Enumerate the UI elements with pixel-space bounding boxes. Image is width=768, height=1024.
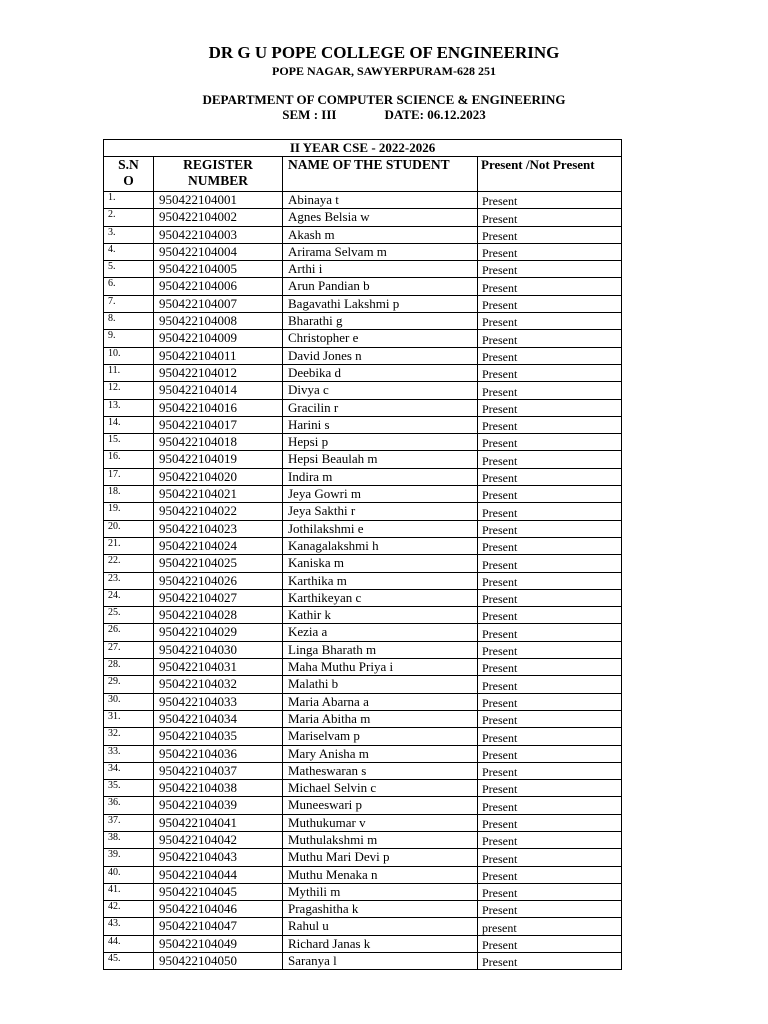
student-name-cell: Mariselvam p — [283, 728, 478, 745]
attendance-status-cell: Present — [478, 745, 622, 762]
student-name-cell: Kathir k — [283, 607, 478, 624]
attendance-status-cell: Present — [478, 676, 622, 693]
register-number-cell: 950422104014 — [154, 382, 283, 399]
attendance-status-cell: Present — [478, 883, 622, 900]
register-number-cell: 950422104019 — [154, 451, 283, 468]
table-row — [104, 451, 622, 468]
serial-number-cell: 25. — [104, 607, 154, 624]
attendance-status-cell: Present — [478, 641, 622, 658]
register-number-cell: 950422104007 — [154, 295, 283, 312]
table-row — [104, 416, 622, 433]
college-name: DR G U POPE COLLEGE OF ENGINEERING — [208, 43, 560, 62]
attendance-status-cell: Present — [478, 572, 622, 589]
attendance-status-cell: Present — [478, 226, 622, 243]
serial-number-cell: 16. — [104, 451, 154, 468]
serial-number-cell: 38. — [104, 831, 154, 848]
register-number-cell: 950422104001 — [154, 192, 283, 209]
register-number-cell: 950422104011 — [154, 347, 283, 364]
student-name-cell: Divya c — [283, 382, 478, 399]
column-header-row — [104, 157, 622, 192]
student-name-cell: Pragashitha k — [283, 901, 478, 918]
student-name-cell: Malathi b — [283, 676, 478, 693]
register-number-cell: 950422104026 — [154, 572, 283, 589]
student-name-cell: Harini s — [283, 416, 478, 433]
table-row — [104, 676, 622, 693]
table-row — [104, 918, 622, 935]
serial-number-cell: 34. — [104, 762, 154, 779]
register-number-cell: 950422104022 — [154, 503, 283, 520]
register-number-cell: 950422104027 — [154, 589, 283, 606]
serial-number-cell: 35. — [104, 780, 154, 797]
serial-number-cell: 23. — [104, 572, 154, 589]
table-row — [104, 330, 622, 347]
serial-number-cell: 13. — [104, 399, 154, 416]
table-row — [104, 486, 622, 503]
register-number-cell: 950422104042 — [154, 831, 283, 848]
sem-date-line — [0, 107, 768, 123]
attendance-status-cell: Present — [478, 347, 622, 364]
register-number-cell: 950422104046 — [154, 901, 283, 918]
table-body — [104, 192, 622, 970]
table-title: II YEAR CSE - 2022-2026 — [104, 140, 622, 157]
serial-number-cell: 8. — [104, 313, 154, 330]
serial-number-cell: 39. — [104, 849, 154, 866]
table-row — [104, 935, 622, 952]
table-row — [104, 745, 622, 762]
serial-number-cell: 11. — [104, 364, 154, 381]
date-label: DATE: 06.12.2023 — [384, 107, 486, 122]
register-number-cell: 950422104050 — [154, 953, 283, 970]
table-row — [104, 226, 622, 243]
student-name-cell: Karthika m — [283, 572, 478, 589]
attendance-status-cell: Present — [478, 814, 622, 831]
register-number-cell: 950422104016 — [154, 399, 283, 416]
register-number-cell: 950422104002 — [154, 209, 283, 226]
table-row — [104, 434, 622, 451]
register-number-cell: 950422104036 — [154, 745, 283, 762]
serial-number-cell: 20. — [104, 520, 154, 537]
register-number-cell: 950422104030 — [154, 641, 283, 658]
serial-number-cell: 40. — [104, 866, 154, 883]
student-name-cell: Saranya l — [283, 953, 478, 970]
register-number-cell: 950422104039 — [154, 797, 283, 814]
student-name-cell: Michael Selvin c — [283, 780, 478, 797]
attendance-status-cell: Present — [478, 261, 622, 278]
serial-number-cell: 31. — [104, 710, 154, 727]
table-row — [104, 814, 622, 831]
student-name-cell: Kezia a — [283, 624, 478, 641]
attendance-status-cell: Present — [478, 468, 622, 485]
student-name-cell: Hepsi Beaulah m — [283, 451, 478, 468]
register-number-cell: 950422104012 — [154, 364, 283, 381]
student-name-cell: Mary Anisha m — [283, 745, 478, 762]
student-name-cell: Akash m — [283, 226, 478, 243]
serial-number-cell: 3. — [104, 226, 154, 243]
serial-number-cell: 14. — [104, 416, 154, 433]
serial-number-cell: 12. — [104, 382, 154, 399]
serial-number-cell: 29. — [104, 676, 154, 693]
attendance-status-cell: Present — [478, 537, 622, 554]
serial-number-cell: 15. — [104, 434, 154, 451]
register-number-cell: 950422104034 — [154, 710, 283, 727]
table-row — [104, 347, 622, 364]
table-row — [104, 555, 622, 572]
attendance-status-cell: present — [478, 918, 622, 935]
student-name-cell: Deebika d — [283, 364, 478, 381]
register-number-cell: 950422104020 — [154, 468, 283, 485]
student-name-cell: Arirama Selvam m — [283, 243, 478, 260]
student-name-cell: Maria Abarna a — [283, 693, 478, 710]
serial-number-cell: 32. — [104, 728, 154, 745]
semester-label: SEM : III — [282, 107, 337, 122]
register-number-cell: 950422104033 — [154, 693, 283, 710]
register-number-cell: 950422104043 — [154, 849, 283, 866]
serial-number-cell: 18. — [104, 486, 154, 503]
table-row — [104, 192, 622, 209]
table-row — [104, 243, 622, 260]
register-number-cell: 950422104017 — [154, 416, 283, 433]
register-number-cell: 950422104032 — [154, 676, 283, 693]
student-name-cell: Arun Pandian b — [283, 278, 478, 295]
attendance-status-cell: Present — [478, 624, 622, 641]
table-row — [104, 797, 622, 814]
attendance-status-cell: Present — [478, 607, 622, 624]
table-row — [104, 710, 622, 727]
serial-number-cell: 7. — [104, 295, 154, 312]
student-name-cell: Mythili m — [283, 883, 478, 900]
serial-number-cell: 5. — [104, 261, 154, 278]
table-row — [104, 831, 622, 848]
serial-number-cell: 30. — [104, 693, 154, 710]
attendance-status-cell: Present — [478, 831, 622, 848]
attendance-status-cell: Present — [478, 520, 622, 537]
student-name-cell: Gracilin r — [283, 399, 478, 416]
serial-number-cell: 24. — [104, 589, 154, 606]
table-row — [104, 762, 622, 779]
serial-number-cell: 17. — [104, 468, 154, 485]
student-name-cell: Muthu Mari Devi p — [283, 849, 478, 866]
serial-number-cell: 42. — [104, 901, 154, 918]
attendance-status-cell: Present — [478, 313, 622, 330]
student-name-cell: David Jones n — [283, 347, 478, 364]
attendance-status-cell: Present — [478, 295, 622, 312]
attendance-status-cell: Present — [478, 780, 622, 797]
attendance-status-cell: Present — [478, 209, 622, 226]
table-row — [104, 883, 622, 900]
serial-number-cell: 33. — [104, 745, 154, 762]
attendance-status-cell: Present — [478, 797, 622, 814]
register-number-cell: 950422104031 — [154, 659, 283, 676]
register-number-cell: 950422104021 — [154, 486, 283, 503]
table-row — [104, 659, 622, 676]
student-name-cell: Jeya Sakthi r — [283, 503, 478, 520]
serial-number-cell: 21. — [104, 537, 154, 554]
student-name-cell: Richard Janas k — [283, 935, 478, 952]
table-row — [104, 693, 622, 710]
table-row — [104, 537, 622, 554]
student-name-cell: Jeya Gowri m — [283, 486, 478, 503]
table-row — [104, 849, 622, 866]
table-row — [104, 953, 622, 970]
student-name-cell: Bharathi g — [283, 313, 478, 330]
serial-number-cell: 41. — [104, 883, 154, 900]
register-number-cell: 950422104003 — [154, 226, 283, 243]
attendance-status-cell: Present — [478, 693, 622, 710]
table-row — [104, 901, 622, 918]
register-number-cell: 950422104041 — [154, 814, 283, 831]
register-number-cell: 950422104018 — [154, 434, 283, 451]
attendance-status-cell: Present — [478, 416, 622, 433]
student-name-cell: Agnes Belsia w — [283, 209, 478, 226]
register-number-cell: 950422104004 — [154, 243, 283, 260]
column-header-status: Present /Not Present — [478, 157, 622, 192]
table-row — [104, 520, 622, 537]
serial-number-cell: 36. — [104, 797, 154, 814]
student-name-cell: Maha Muthu Priya i — [283, 659, 478, 676]
department-title: DEPARTMENT OF COMPUTER SCIENCE & ENGINEERING — [202, 92, 566, 107]
serial-number-cell: 27. — [104, 641, 154, 658]
table-row — [104, 572, 622, 589]
table-row — [104, 295, 622, 312]
table-row — [104, 468, 622, 485]
attendance-table — [103, 139, 622, 970]
table-row — [104, 382, 622, 399]
student-name-cell: Kanagalakshmi h — [283, 537, 478, 554]
table-row — [104, 641, 622, 658]
register-number-cell: 950422104035 — [154, 728, 283, 745]
register-number-cell: 950422104006 — [154, 278, 283, 295]
student-name-cell: Maria Abitha m — [283, 710, 478, 727]
serial-number-cell: 2. — [104, 209, 154, 226]
register-number-cell: 950422104025 — [154, 555, 283, 572]
student-name-cell: Linga Bharath m — [283, 641, 478, 658]
student-name-cell: Rahul u — [283, 918, 478, 935]
serial-number-cell: 10. — [104, 347, 154, 364]
serial-number-cell: 6. — [104, 278, 154, 295]
attendance-status-cell: Present — [478, 486, 622, 503]
attendance-status-cell: Present — [478, 278, 622, 295]
serial-number-cell: 37. — [104, 814, 154, 831]
student-name-cell: Muthukumar v — [283, 814, 478, 831]
register-number-cell: 950422104009 — [154, 330, 283, 347]
serial-number-cell: 43. — [104, 918, 154, 935]
column-header-register-number: REGISTER NUMBER — [154, 157, 283, 192]
student-name-cell: Indira m — [283, 468, 478, 485]
student-name-cell: Muthu Menaka n — [283, 866, 478, 883]
table-row — [104, 589, 622, 606]
attendance-status-cell: Present — [478, 659, 622, 676]
serial-number-cell: 45. — [104, 953, 154, 970]
column-header-student-name: NAME OF THE STUDENT — [283, 157, 478, 192]
attendance-status-cell: Present — [478, 434, 622, 451]
student-name-cell: Muneeswari p — [283, 797, 478, 814]
table-row — [104, 866, 622, 883]
table-row — [104, 399, 622, 416]
attendance-status-cell: Present — [478, 762, 622, 779]
attendance-status-cell: Present — [478, 382, 622, 399]
register-number-cell: 950422104023 — [154, 520, 283, 537]
register-number-cell: 950422104038 — [154, 780, 283, 797]
attendance-status-cell: Present — [478, 710, 622, 727]
column-header-sno: S.N O — [104, 157, 154, 192]
register-number-cell: 950422104029 — [154, 624, 283, 641]
table-row — [104, 209, 622, 226]
register-number-cell: 950422104037 — [154, 762, 283, 779]
serial-number-cell: 19. — [104, 503, 154, 520]
register-number-cell: 950422104049 — [154, 935, 283, 952]
student-name-cell: Abinaya t — [283, 192, 478, 209]
student-name-cell: Kaniska m — [283, 555, 478, 572]
student-name-cell: Arthi i — [283, 261, 478, 278]
attendance-status-cell: Present — [478, 364, 622, 381]
serial-number-cell: 28. — [104, 659, 154, 676]
register-number-cell: 950422104024 — [154, 537, 283, 554]
attendance-status-cell: Present — [478, 243, 622, 260]
attendance-status-cell: Present — [478, 451, 622, 468]
table-row — [104, 313, 622, 330]
serial-number-cell: 4. — [104, 243, 154, 260]
register-number-cell: 950422104045 — [154, 883, 283, 900]
serial-number-cell: 22. — [104, 555, 154, 572]
table-row — [104, 261, 622, 278]
attendance-status-cell: Present — [478, 901, 622, 918]
table-row — [104, 624, 622, 641]
student-name-cell: Karthikeyan c — [283, 589, 478, 606]
student-name-cell: Hepsi p — [283, 434, 478, 451]
college-address: POPE NAGAR, SAWYERPURAM-628 251 — [272, 64, 496, 78]
serial-number-cell: 9. — [104, 330, 154, 347]
student-name-cell: Jothilakshmi e — [283, 520, 478, 537]
attendance-status-cell: Present — [478, 330, 622, 347]
attendance-status-cell: Present — [478, 866, 622, 883]
serial-number-cell: 44. — [104, 935, 154, 952]
table-title-row — [104, 140, 622, 157]
student-name-cell: Muthulakshmi m — [283, 831, 478, 848]
register-number-cell: 950422104008 — [154, 313, 283, 330]
attendance-status-cell: Present — [478, 503, 622, 520]
student-name-cell: Bagavathi Lakshmi p — [283, 295, 478, 312]
attendance-status-cell: Present — [478, 192, 622, 209]
register-number-cell: 950422104028 — [154, 607, 283, 624]
register-number-cell: 950422104005 — [154, 261, 283, 278]
attendance-status-cell: Present — [478, 589, 622, 606]
attendance-status-cell: Present — [478, 935, 622, 952]
table-row — [104, 728, 622, 745]
table-row — [104, 278, 622, 295]
table-row — [104, 364, 622, 381]
attendance-status-cell: Present — [478, 399, 622, 416]
table-row — [104, 503, 622, 520]
student-name-cell: Matheswaran s — [283, 762, 478, 779]
attendance-status-cell: Present — [478, 849, 622, 866]
table-row — [104, 780, 622, 797]
serial-number-cell: 1. — [104, 192, 154, 209]
table-row — [104, 607, 622, 624]
attendance-status-cell: Present — [478, 728, 622, 745]
register-number-cell: 950422104044 — [154, 866, 283, 883]
student-name-cell: Christopher e — [283, 330, 478, 347]
register-number-cell: 950422104047 — [154, 918, 283, 935]
serial-number-cell: 26. — [104, 624, 154, 641]
attendance-status-cell: Present — [478, 953, 622, 970]
attendance-status-cell: Present — [478, 555, 622, 572]
